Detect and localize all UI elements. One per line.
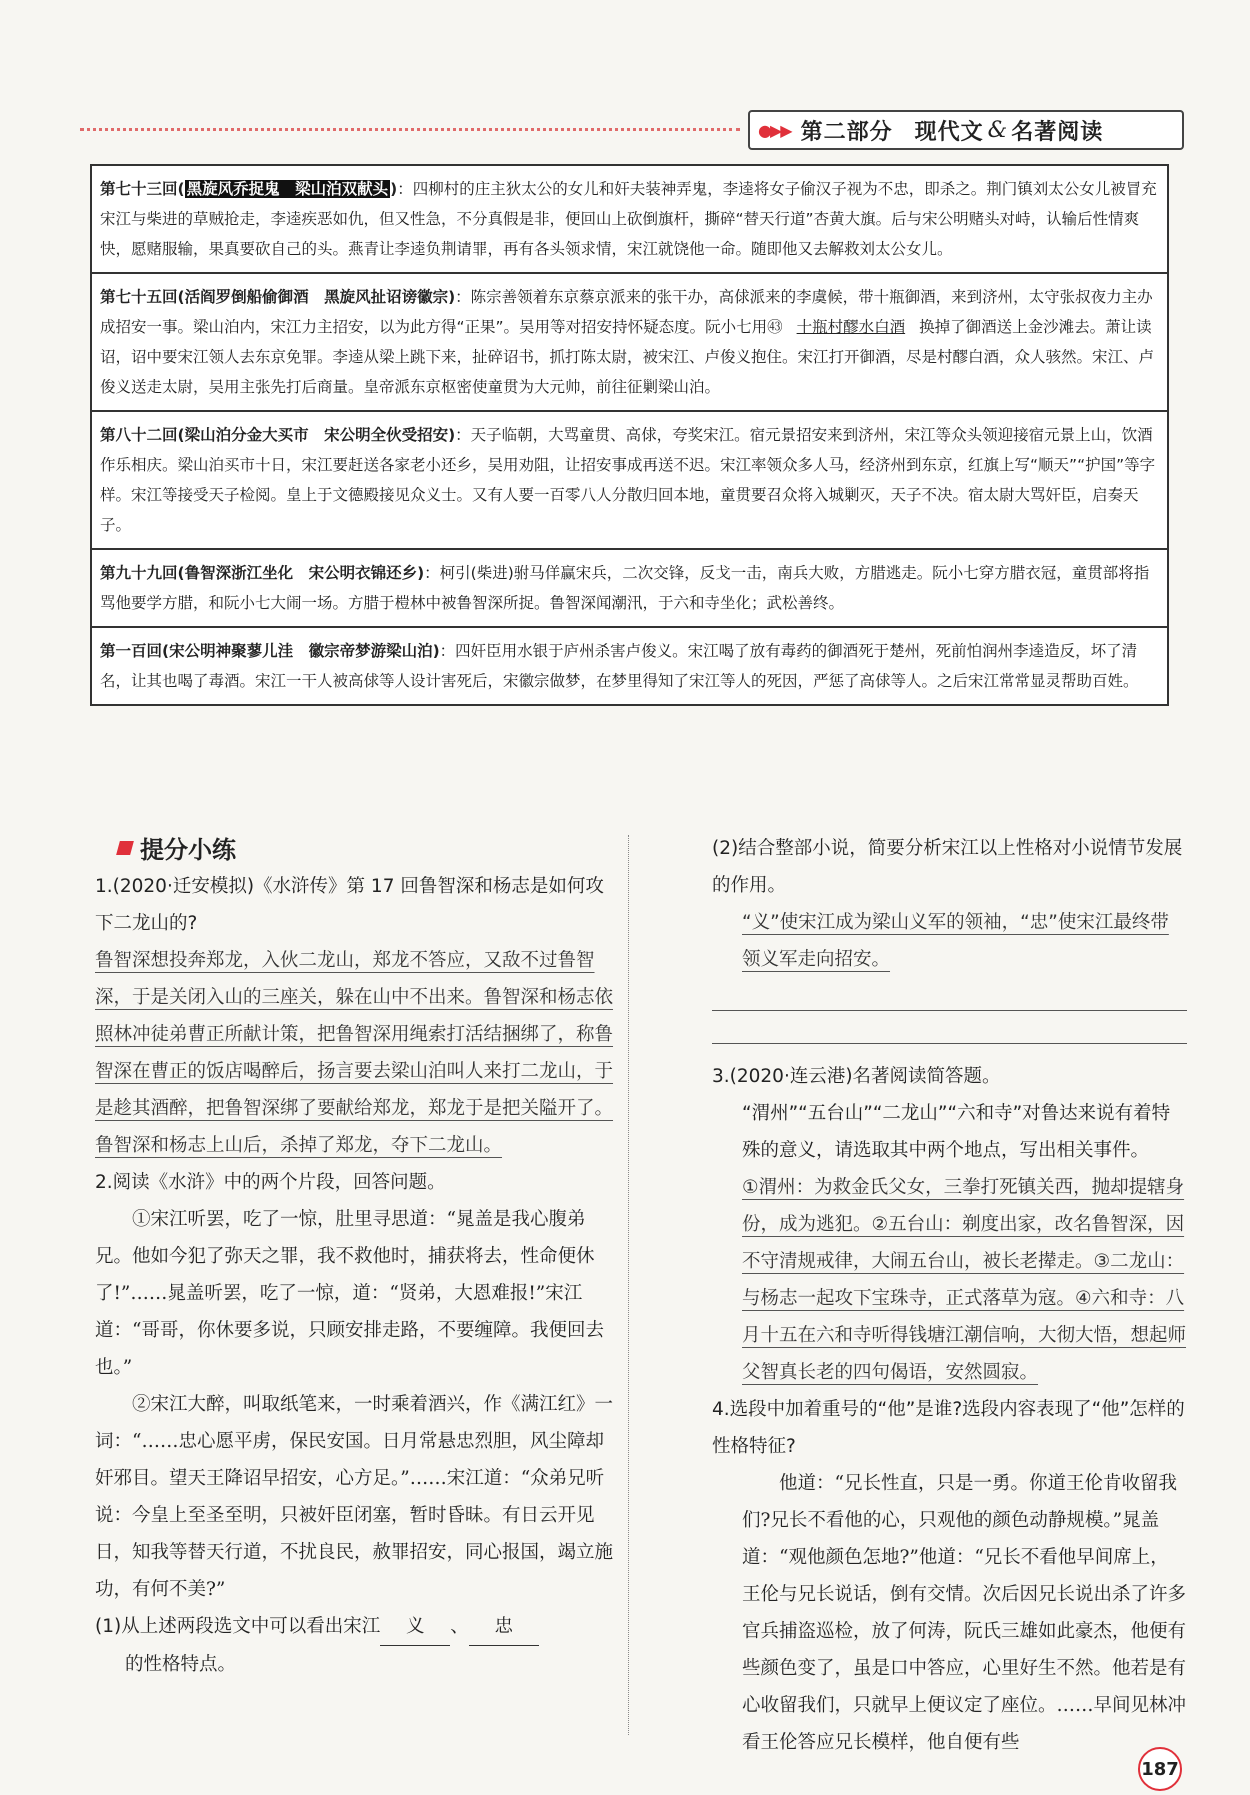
chapter-title: 第一百回(宋公明神聚蓼儿洼 徽宗帝梦游梁山泊) <box>100 642 440 660</box>
chapter-summary: ：四奸臣用水银于庐州杀害卢俊义。宋江喝了放有毒药的御酒死于楚州，死前怕润州李逵造反，坏了清名，让其也喝了毒酒。宋江一干人被高俅等人设计害死后，宋徽宗做梦，在梦里得知了宋江等人的死因，严惩了高俅等人。之后宋江常常显灵帮助百姓。 <box>100 642 1139 690</box>
answer-blank-1: 义 <box>380 1608 450 1646</box>
chapter-summary-table <box>90 164 1169 706</box>
chapter-title: 第七十三回( <box>100 180 185 198</box>
question-2-1-end: 的性格特点。 <box>125 1654 237 1675</box>
excerpt-4: 他道：“兄长性直，只是一勇。你道王伦肯收留我们?兄长不看他的心，只观他的颜色动静规模。”晁盖道：“观他颜色怎地?”他道：“兄长不看他早间席上，王伦与兄长说话，倒有交情。次后因兄长说出杀了许多官兵捕盗巡检，放了何涛，阮氏三雄如此豪杰，他便有些颜色变了，虽是口中答应，心里好生不然。他若是有心收留我们，只就早上便议定了座位。……早间见林冲看王伦答应兄长模样，他自便有些 <box>742 1473 1187 1753</box>
question-2-1 <box>95 1608 613 1683</box>
header-part: 第二部分 <box>800 119 893 145</box>
chapter-title-end: ) <box>390 180 398 198</box>
table-row <box>92 626 1167 704</box>
table-row <box>92 166 1167 272</box>
left-column <box>95 868 613 1683</box>
answer-line <box>712 1011 1187 1044</box>
arrow-icon: ●▶▶ <box>758 120 791 140</box>
header-dotted-rule <box>80 128 740 131</box>
chapter-summary-cont: 换掉了御酒送上金沙滩去。萧让读诏，诏中要宋江领人去东京免罪。李逵从梁上跳下来，扯碎诏书，抓打陈太尉，被宋江、卢俊义抱住。宋江打开御酒，尽是村醪白酒，众人骇然。宋江、卢俊义送走太尉，吴用主张先打后商量。皇帝派东京枢密使童贯为大元帅，前往征剿梁山泊。 <box>100 318 1155 396</box>
answer-2-2: “义”使宋江成为梁山义军的领袖，“忠”使宋江最终带领义军走向招安。 <box>742 912 1169 970</box>
excerpt-1: ①宋江听罢，吃了一惊，肚里寻思道：“晁盖是我心腹弟兄。他如今犯了弥天之罪，我不救他时，捕获将去，性命便休了!”……晁盖听罢，吃了一惊，道：“贤弟，大恩难报!”宋江道：“哥哥，你休要多说，只顾安排走路，不要缠障。我便回去也。” <box>95 1209 604 1378</box>
section-marker-icon <box>116 841 134 855</box>
chapter-title-highlight: 黑旋风乔捉鬼 梁山泊双献头 <box>186 180 389 198</box>
page-number: 187 <box>1138 1747 1182 1791</box>
chapter-title: 第八十二回(梁山泊分金大买市 宋公明全伙受招安) <box>100 426 456 444</box>
right-column <box>712 830 1187 1761</box>
table-row <box>92 410 1167 548</box>
section-title: 提分小练 <box>140 836 236 864</box>
question-2-2: (2)结合整部小说，简要分析宋江以上性格对小说情节发展的作用。 <box>712 838 1183 896</box>
question-4: 4.选段中加着重号的“他”是谁?选段内容表现了“他”怎样的性格特征? <box>712 1399 1185 1457</box>
chapter-summary: ：陈宗善领着东京蔡京派来的张干办，高俅派来的李虞候，带十瓶御酒，来到济州，太守张叔夜力主办成招安一事。梁山泊内，宋江力主招安，以为此方得“正果”。吴用等对招安持怀疑态度。阮小七用 <box>100 288 1153 336</box>
table-row <box>92 272 1167 410</box>
answer-3: ①渭州：为救金氏父女，三拳打死镇关西，抛却提辖身份，成为逃犯。②五台山：剃度出家，改名鲁智深，因不守清规戒律，大闹五台山，被长老撵走。③二龙山：与杨志一起攻下宝珠寺，正式落草为寇。④六和寺：八月十五在六和寺听得钱塘江潮信响，大彻大悟，想起师父智真长老的四句偈语，安然圆寂。 <box>742 1177 1187 1383</box>
section-heading <box>118 830 236 865</box>
blank-number: ㊸ <box>767 318 783 336</box>
question-3-text: “渭州”“五台山”“二龙山”“六和寺”对鲁达来说有着特殊的意义，请选取其中两个地点，写出相关事件。 <box>742 1103 1171 1161</box>
section-header <box>748 110 1184 150</box>
chapter-summary: ：四柳村的庄主狄太公的女儿和奸夫装神弄鬼，李逵将女子偷汉子视为不忠，即杀之。荆门镇刘太公女儿被冒充宋江与柴进的草贼抢走，李逵疾恶如仇，但又性急，不分真假是非，便回山上砍倒旗杆，撕碎“替天行道”杏黄大旗。后与宋公明赌头对峙，认输后性情爽快，愿赌服输，果真要砍自己的头。燕青让李逵负荆请罪，再有各头领求情，宋江就饶他一命。随即他又去解救刘太公女儿。 <box>100 180 1157 258</box>
header-title-b: 名著阅读 <box>1011 119 1104 145</box>
excerpt-2: ②宋江大醉，叫取纸笔来，一时乘着酒兴，作《满江红》一词：“……忠心愿平虏，保民安国。日月常悬忠烈胆，风尘障却奸邪目。望天王降诏早招安，心方足。”……宋江道：“众弟兄听说：今皇上至圣至明，只被奸臣闭塞，暂时昏昧。有日云开见日，知我等替天行道，不扰良民，赦罪招安，同心报国，竭立施功，有何不美?” <box>95 1394 614 1600</box>
fill-blank-answer: 十瓶村醪水白酒 <box>796 318 906 336</box>
answer-blank-2: 忠 <box>469 1608 539 1646</box>
header-title-a: 现代文 <box>914 119 984 145</box>
question-2: 2.阅读《水浒》中的两个片段，回答问题。 <box>95 1172 446 1193</box>
chapter-title: 第九十九回(鲁智深浙江坐化 宋公明衣锦还乡) <box>100 564 425 582</box>
answer-line <box>712 978 1187 1011</box>
chapter-summary: ：天子临朝，大骂童贯、高俅，夸奖宋江。宿元景招安来到济州，宋江等众头领迎接宿元景上山，饮酒作乐相庆。梁山泊买市十日，宋江要赶送各家老小还乡，吴用劝阻，让招安事成再送不迟。宋江率领众多人马，经济州到东京，红旗上写“顺天”“护国”等字样。宋江等接受天子检阅。皇上于文德殿接见众义士。又有人要一百零八人分散归回本地，童贯要召众将入城剿灭，天子不决。宿太尉大骂奸臣，启奏天子。 <box>100 426 1156 534</box>
chapter-summary: ：柯引(柴进)驸马佯赢宋兵，二次交锋，反戈一击，南兵大败，方腊逃走。阮小七穿方腊衣冠，童贯部将指骂他要学方腊，和阮小七大闹一场。方腊于榿林中被鲁智深所捉。鲁智深闻潮汛，于六和寺坐化；武松善终。 <box>100 564 1150 612</box>
question-3: 3.(2020·连云港)名著阅读简答题。 <box>712 1066 1001 1087</box>
chapter-title: 第七十五回(活阎罗倒船偷御酒 黑旋风扯诏谤徽宗) <box>100 288 456 306</box>
answer-1: 鲁智深想投奔郑龙，入伙二龙山，郑龙不答应，又敌不过鲁智深，于是关闭入山的三座关，躲在山中不出来。鲁智深和杨志依照林冲徒弟曹正所献计策，把鲁智深用绳索打活结捆绑了，称鲁智深在曹正的饭店喝醉后，扬言要去梁山泊叫人来打二龙山，于是趁其酒醉，把鲁智深绑了要献给郑龙，郑龙于是把关隘开了。鲁智深和杨志上山后，杀掉了郑龙，夺下二龙山。 <box>95 950 614 1156</box>
question-2-1-text: (1)从上述两段选文中可以看出宋江 <box>95 1616 381 1637</box>
table-row <box>92 548 1167 626</box>
header-amp: & <box>987 117 1008 143</box>
question-1: 1.(2020·迁安模拟)《水浒传》第 17 回鲁智深和杨志是如何攻下二龙山的? <box>95 876 604 934</box>
separator: 、 <box>450 1616 469 1637</box>
column-divider <box>628 835 629 1735</box>
